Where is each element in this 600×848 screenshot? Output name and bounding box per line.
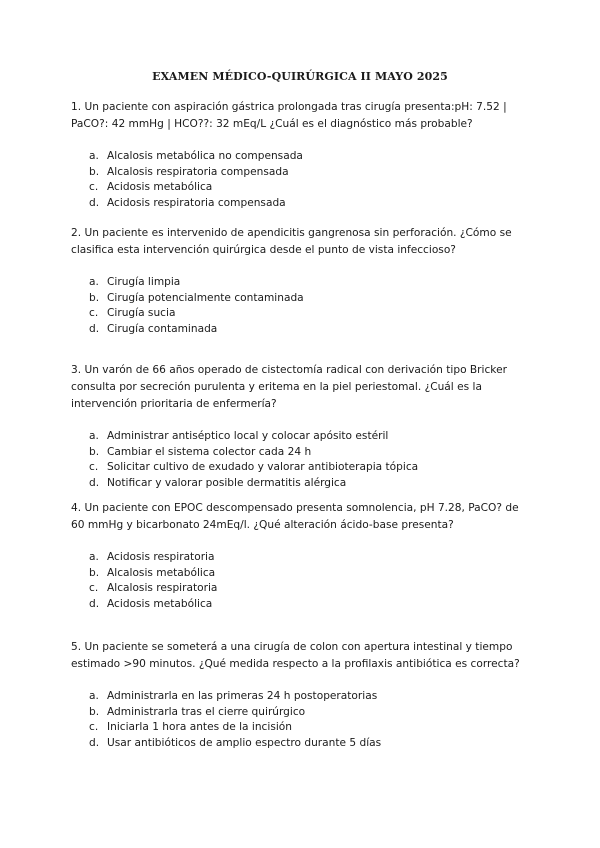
option-d — [71, 196, 531, 212]
option-letter: b. — [89, 291, 100, 304]
option-b — [71, 165, 531, 181]
option-letter: a. — [89, 551, 99, 563]
option-text: Alcalosis metabólica — [107, 566, 216, 579]
options-list — [71, 689, 531, 751]
option-c — [71, 720, 531, 736]
option-text: Cirugía contaminada — [107, 322, 218, 335]
option-text: Administrarla en las primeras 24 h postoperatorias — [107, 690, 378, 702]
option-b — [71, 445, 531, 461]
option-b — [71, 291, 531, 307]
option-letter: c. — [89, 181, 99, 193]
question-text: 1. Un paciente con aspiración gástrica prolongada tras cirugía presenta:pH: 7.52 | PaCO?: 42 mmHg | HCO??: 32 mEq/L ¿Cuál es el diagnóstico más probable? — [71, 101, 507, 130]
options-list — [71, 149, 531, 211]
option-text: Acidosis metabólica — [107, 181, 213, 193]
option-letter: b. — [89, 445, 100, 458]
options-list — [71, 429, 531, 491]
option-d — [71, 736, 531, 752]
option-d — [71, 597, 531, 613]
option-text: Cirugía limpia — [107, 276, 181, 288]
options-list — [71, 550, 531, 612]
option-letter: d. — [89, 476, 100, 489]
option-c — [71, 460, 531, 476]
question-2 — [71, 225, 531, 337]
option-text: Acidosis respiratoria — [107, 551, 215, 563]
option-letter: a. — [89, 690, 99, 702]
option-text: Cambiar el sistema colector cada 24 h — [107, 445, 312, 458]
question-text: 5. Un paciente se someterá a una cirugía de colon con apertura intestinal y tiempo estimado >90 minutos. ¿Qué medida respecto a la profilaxis antibiótica es correcta? — [71, 641, 520, 670]
option-letter: d. — [89, 736, 100, 749]
option-letter: c. — [89, 582, 99, 594]
option-b — [71, 566, 531, 582]
page-title: EXAMEN MÉDICO-QUIRÚRGICA II MAYO 2025 — [152, 70, 448, 83]
question-text: 3. Un varón de 66 años operado de cistectomía radical con derivación tipo Bricker consulta por secreción purulenta y eritema en la piel periestomal. ¿Cuál es la intervención prioritaria de enfermería? — [71, 364, 507, 410]
option-text: Cirugía sucia — [107, 307, 176, 319]
option-text: Usar antibióticos de amplio espectro durante 5 días — [107, 736, 382, 749]
option-letter: c. — [89, 307, 99, 319]
option-text: Cirugía potencialmente contaminada — [107, 291, 304, 304]
option-a — [71, 149, 531, 165]
option-text: Iniciarla 1 hora antes de la incisión — [107, 721, 292, 733]
option-letter: a. — [89, 430, 99, 442]
option-c — [71, 306, 531, 322]
option-letter: b. — [89, 705, 100, 718]
option-text: Alcalosis respiratoria compensada — [107, 165, 289, 178]
option-b — [71, 705, 531, 721]
option-letter: c. — [89, 461, 99, 473]
option-letter: c. — [89, 721, 99, 733]
option-text: Administrar antiséptico local y colocar apósito estéril — [107, 430, 389, 442]
option-a — [71, 550, 531, 566]
option-text: Solicitar cultivo de exudado y valorar antibioterapia tópica — [107, 461, 419, 473]
option-c — [71, 180, 531, 196]
option-letter: a. — [89, 276, 99, 288]
question-5 — [71, 639, 531, 751]
option-text: Notificar y valorar posible dermatitis alérgica — [107, 476, 347, 489]
option-letter: d. — [89, 597, 100, 610]
option-a — [71, 429, 531, 445]
option-d — [71, 476, 531, 492]
question-4 — [71, 500, 531, 612]
option-a — [71, 275, 531, 291]
option-a — [71, 689, 531, 705]
option-c — [71, 581, 531, 597]
option-letter: d. — [89, 196, 100, 209]
option-text: Alcalosis metabólica no compensada — [107, 150, 303, 162]
question-3 — [71, 362, 531, 491]
option-letter: b. — [89, 165, 100, 178]
option-text: Alcalosis respiratoria — [107, 582, 218, 594]
question-1 — [71, 99, 531, 211]
option-d — [71, 322, 531, 338]
option-text: Administrarla tras el cierre quirúrgico — [107, 705, 306, 718]
options-list — [71, 275, 531, 337]
option-letter: b. — [89, 566, 100, 579]
option-letter: d. — [89, 322, 100, 335]
option-letter: a. — [89, 150, 99, 162]
option-text: Acidosis metabólica — [107, 597, 213, 610]
option-text: Acidosis respiratoria compensada — [107, 196, 286, 209]
question-text: 4. Un paciente con EPOC descompensado presenta somnolencia, pH 7.28, PaCO? de 60 mmHg y bicarbonato 24mEq/l. ¿Qué alteración ácido-base presenta? — [71, 502, 519, 531]
question-text: 2. Un paciente es intervenido de apendicitis gangrenosa sin perforación. ¿Cómo se clasifica esta intervención quirúrgica desde el punto de vista infeccioso? — [71, 227, 512, 256]
